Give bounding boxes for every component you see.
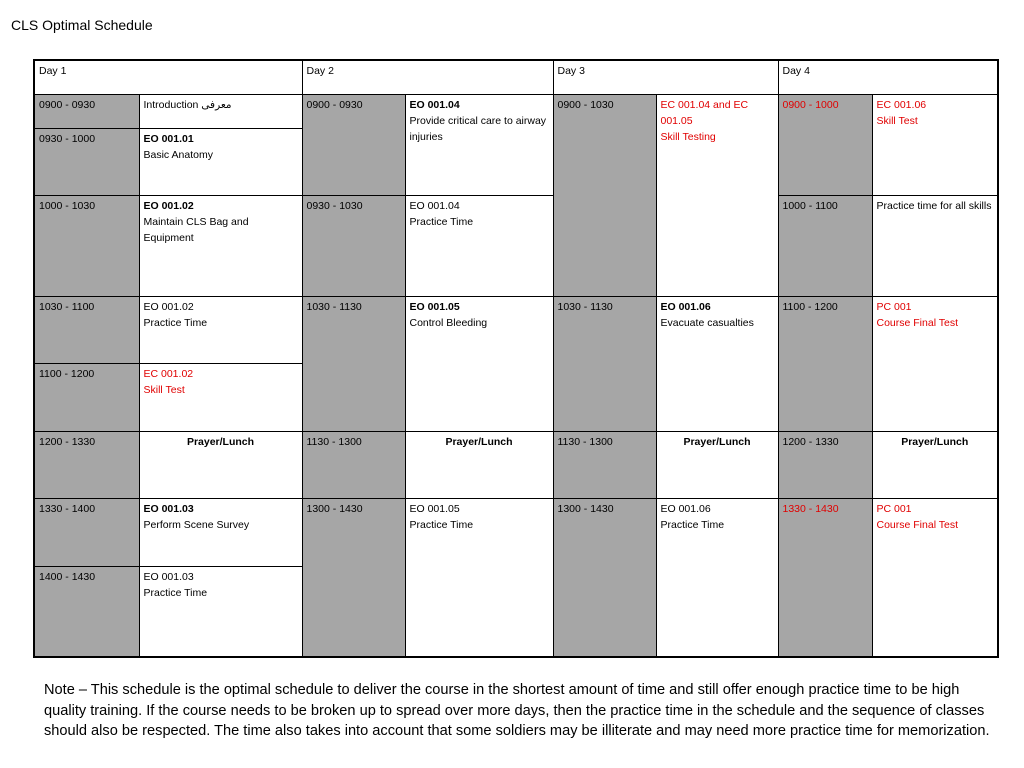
day4-time-1100: 1100 - 1200: [778, 296, 872, 431]
activity-code: EO 001.06: [660, 300, 711, 313]
day4-time-1000: 1000 - 1100: [778, 195, 872, 296]
day2-activity-practice: [405, 195, 553, 296]
activity-desc: Course Final Test: [876, 316, 959, 329]
page-title: CLS Optimal Schedule: [11, 17, 153, 33]
day4-time-0900: 0900 - 1000: [778, 94, 872, 195]
day1-time-1030: 1030 - 1100: [34, 296, 139, 363]
day1-time-0930: 0930 - 1000: [34, 128, 139, 195]
day1-activity-introduction: [139, 94, 302, 128]
activity-desc: Equipment: [143, 231, 194, 244]
activity-code: EC 001.02: [143, 367, 194, 380]
activity-code: EO 001.05: [409, 502, 460, 515]
lunch-label: Prayer/Lunch: [445, 435, 513, 448]
activity-code: PC 001: [876, 502, 912, 515]
day2-activity-eo-001-04: [405, 94, 553, 195]
day4-activity-practice-all: [872, 195, 998, 296]
lunch-label: Prayer/Lunch: [901, 435, 969, 448]
activity-desc: Skill Test: [876, 114, 918, 127]
schedule-note: Note – This schedule is the optimal schedule to deliver the course in the shortest amount of time and still offer enough practice time to be high quality training. If the course needs to be broken up to spread over more days, then the practice time in the schedule and the sequence of classes should also be respected. The time also takes into account that some soldiers may be illiterate and may need more practice time for memorization.: [44, 682, 990, 739]
day1-activity-eo-001-01: [139, 128, 302, 195]
day3-time-0900: 0900 - 1030: [553, 94, 656, 296]
activity-label: Practice time for all skills: [876, 199, 992, 212]
activity-desc: Skill Test: [143, 383, 185, 396]
day2-activity-practice-001-05: [405, 498, 553, 657]
activity-desc: injuries: [409, 130, 443, 143]
schedule-table: [33, 59, 999, 658]
day3-activity-practice-001-06: [656, 498, 778, 657]
day3-time-1030: 1030 - 1130: [553, 296, 656, 431]
day3-time-1130: 1130 - 1300: [553, 431, 656, 498]
activity-code: EO 001.05: [409, 300, 460, 313]
day3-prayer-lunch: [656, 431, 778, 498]
day-3-header: Day 3: [553, 60, 778, 94]
day-1-header: Day 1: [34, 60, 302, 94]
day1-time-1400: 1400 - 1430: [34, 566, 139, 657]
activity-desc: Course Final Test: [876, 518, 959, 531]
activity-code: EO 001.04: [409, 98, 460, 111]
activity-label: Introduction معرفی: [143, 98, 232, 111]
day2-prayer-lunch: [405, 431, 553, 498]
activity-code: EC 001.06: [876, 98, 927, 111]
day2-time-1030: 1030 - 1130: [302, 296, 405, 431]
activity-code: EO 001.03: [143, 502, 194, 515]
activity-code: EO 001.03: [143, 570, 194, 583]
activity-code: PC 001: [876, 300, 912, 313]
day4-activity-pc-001-final: [872, 498, 998, 657]
activity-code: EO 001.01: [143, 132, 194, 145]
activity-code: EO 001.02: [143, 199, 194, 212]
day3-time-1300: 1300 - 1430: [553, 498, 656, 657]
day1-activity-practice-001-03: [139, 566, 302, 657]
day1-prayer-lunch: [139, 431, 302, 498]
day4-prayer-lunch: [872, 431, 998, 498]
day3-activity-skill-testing: [656, 94, 778, 296]
activity-desc: Practice Time: [409, 215, 474, 228]
activity-code: EO 001.04: [409, 199, 460, 212]
day-2-header: Day 2: [302, 60, 553, 94]
day2-time-1130: 1130 - 1300: [302, 431, 405, 498]
lunch-label: Prayer/Lunch: [683, 435, 751, 448]
activity-code: EO 001.02: [143, 300, 194, 313]
activity-desc: Practice Time: [143, 316, 208, 329]
day1-activity-eo-001-02: [139, 195, 302, 296]
day3-activity-eo-001-06: [656, 296, 778, 431]
day2-time-0900: 0900 - 0930: [302, 94, 405, 195]
day4-time-1330: 1330 - 1430: [778, 498, 872, 657]
activity-code: EC 001.04 and EC: [660, 98, 749, 111]
day2-activity-eo-001-05: [405, 296, 553, 431]
day2-time-0930: 0930 - 1030: [302, 195, 405, 296]
activity-desc: Basic Anatomy: [143, 148, 213, 161]
day1-time-1100: 1100 - 1200: [34, 363, 139, 431]
day4-activity-ec-001-06: [872, 94, 998, 195]
day1-time-1200: 1200 - 1330: [34, 431, 139, 498]
activity-desc: Practice Time: [660, 518, 725, 531]
day1-time-0900: 0900 - 0930: [34, 94, 139, 128]
lunch-label: Prayer/Lunch: [186, 435, 255, 448]
activity-code: 001.05: [660, 114, 693, 127]
activity-code: EO 001.06: [660, 502, 711, 515]
activity-desc: Practice Time: [409, 518, 474, 531]
activity-desc: Control Bleeding: [409, 316, 488, 329]
day4-activity-pc-001: [872, 296, 998, 431]
activity-desc: Skill Testing: [660, 130, 716, 143]
day1-activity-practice-001-02: [139, 296, 302, 363]
day1-time-1330: 1330 - 1400: [34, 498, 139, 566]
activity-desc: Maintain CLS Bag and: [143, 215, 249, 228]
activity-desc: Perform Scene Survey: [143, 518, 250, 531]
day4-time-1200: 1200 - 1330: [778, 431, 872, 498]
activity-desc: Provide critical care to airway: [409, 114, 547, 127]
activity-desc: Evacuate casualties: [660, 316, 754, 329]
day1-activity-ec-001-02: [139, 363, 302, 431]
activity-desc: Practice Time: [143, 586, 208, 599]
day1-time-1000: 1000 - 1030: [34, 195, 139, 296]
day1-activity-eo-001-03: [139, 498, 302, 566]
day2-time-1300: 1300 - 1430: [302, 498, 405, 657]
day-4-header: Day 4: [778, 60, 998, 94]
